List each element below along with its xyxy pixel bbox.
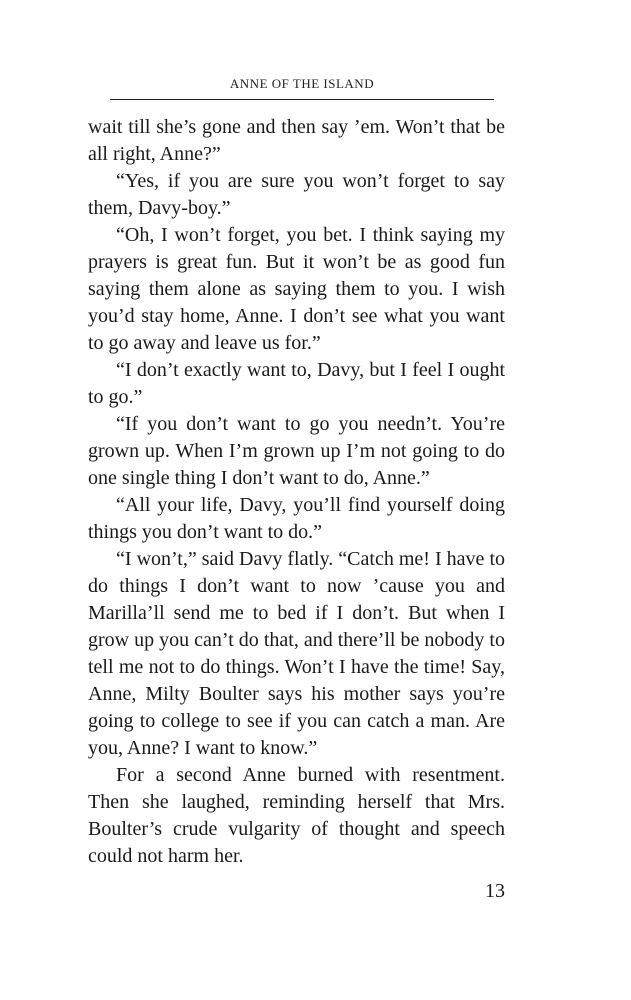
page-number: 13 bbox=[485, 880, 505, 902]
paragraph: For a second Anne burned with resentment. Then she laughed, reminding herself that Mrs. Boulter’s crude vulgarity of thought and speech could not harm her. bbox=[88, 764, 505, 867]
paragraph: “Yes, if you are sure you won’t forget to say them, Davy-boy.” bbox=[88, 170, 505, 219]
page-body bbox=[88, 114, 505, 870]
paragraph: “If you don’t want to go you needn’t. You’re grown up. When I’m grown up I’m not going to do one single thing I don’t want to do, Anne.” bbox=[88, 413, 505, 489]
paragraph: wait till she’s gone and then say ’em. Won’t that be all right, Anne?” bbox=[88, 116, 505, 165]
running-header-title: ANNE OF THE ISLAND bbox=[229, 76, 375, 91]
paragraph: “I don’t exactly want to, Davy, but I feel I ought to go.” bbox=[88, 359, 505, 408]
paragraph: “I won’t,” said Davy flatly. “Catch me! I have to do things I don’t want to now ’cause you and Marilla’ll send me to bed if I don’t. But when I grow up you can’t do that, and there’ll be nobody to tell me not to do things. Won’t I have the time! Say, Anne, Milty Boulter says his mother says you’re going to college to see if you can catch a man. Are you, Anne? I want to know.” bbox=[88, 548, 505, 759]
header-rule bbox=[110, 99, 494, 100]
paragraph: “Oh, I won’t forget, you bet. I think saying my prayers is great fun. But it won’t be as good fun saying them alone as saying them to you. I wish you’d stay home, Anne. I don’t see what you want to go away and leave us for.” bbox=[88, 224, 505, 354]
paragraph: “All your life, Davy, you’ll find yourself doing things you don’t want to do.” bbox=[88, 494, 505, 543]
